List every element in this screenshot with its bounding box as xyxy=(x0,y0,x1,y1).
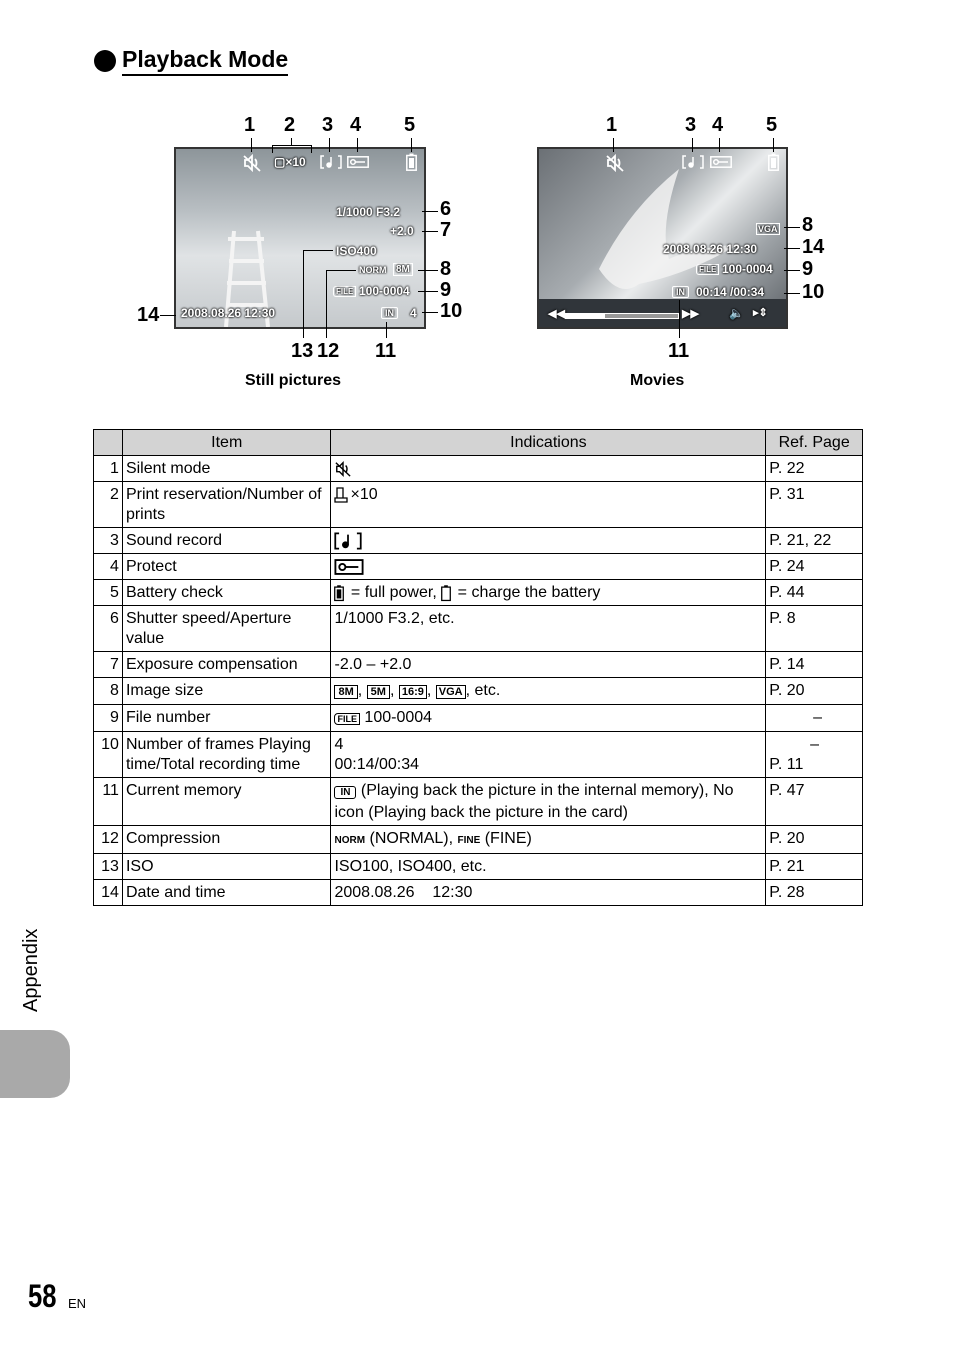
indications-table xyxy=(93,429,863,906)
row-ref: – xyxy=(766,705,863,732)
table-row xyxy=(94,554,863,580)
row-item: Sound record xyxy=(122,528,331,554)
shutter-aperture-readout: 1/1000 F3.2 xyxy=(336,205,401,219)
datetime-readout: 2008.08.26 12:30 xyxy=(181,306,276,320)
row-number: 14 xyxy=(94,880,123,906)
image-size-vga-icon: VGA xyxy=(436,685,466,699)
callout-2: 2 xyxy=(284,114,296,136)
silent-icon xyxy=(242,154,262,172)
row-ref: P. 47 xyxy=(766,778,863,826)
row-item: Exposure compensation xyxy=(122,652,331,678)
row-number: 10 xyxy=(94,732,123,778)
callout-13: 13 xyxy=(291,340,314,362)
protect-key-icon xyxy=(334,559,364,575)
normal-text: (NORMAL), xyxy=(365,830,458,847)
row-number: 5 xyxy=(94,580,123,606)
still-screen xyxy=(174,147,426,329)
battery-icon xyxy=(768,153,779,171)
callout-14: 14 xyxy=(137,304,160,326)
row-ref: P. 8 xyxy=(766,606,863,652)
sound-record-icon xyxy=(682,155,704,169)
movie-callout-1: 1 xyxy=(606,114,618,136)
callout-12: 12 xyxy=(317,340,340,362)
fast-forward-icon: ▶▶ xyxy=(682,308,699,320)
callout-11: 11 xyxy=(375,340,397,362)
iso-readout: ISO400 xyxy=(336,244,377,258)
fine-icon: FINE xyxy=(457,835,481,846)
row-indication xyxy=(331,826,766,854)
image-size-indicator: 8M xyxy=(393,263,413,276)
movie-callout-14: 14 xyxy=(802,236,825,258)
battery-empty-icon xyxy=(441,584,451,602)
table-row xyxy=(94,580,863,606)
table-row xyxy=(94,705,863,732)
row-ref-a: – xyxy=(810,736,819,753)
progress-fill xyxy=(566,314,605,318)
header-indications: Indications xyxy=(331,430,766,456)
table-header-row xyxy=(94,430,863,456)
appendix-label: Appendix xyxy=(20,928,42,1012)
row-indication xyxy=(331,705,766,732)
image-size-8m-icon: 8M xyxy=(334,685,357,699)
row-number: 3 xyxy=(94,528,123,554)
row-ref: P. 20 xyxy=(766,678,863,705)
time-text: 00:14/00:34 xyxy=(334,756,420,773)
progress-bar xyxy=(565,313,679,319)
row-number: 11 xyxy=(94,778,123,826)
row-number: 6 xyxy=(94,606,123,652)
exposure-readout: +2.0 xyxy=(390,224,414,238)
row-ref-b: P. 11 xyxy=(769,756,804,773)
row-number: 7 xyxy=(94,652,123,678)
movie-caption: Movies xyxy=(630,372,685,389)
row-indication: ISO100, ISO400, etc. xyxy=(331,854,766,880)
row-ref: P. 28 xyxy=(766,880,863,906)
row-indication xyxy=(331,732,766,778)
row-item: Silent mode xyxy=(122,456,331,482)
movie-callout-8: 8 xyxy=(802,214,814,236)
table-row xyxy=(94,528,863,554)
table-row xyxy=(94,826,863,854)
callout-10: 10 xyxy=(440,300,463,322)
battery-charge-text: = charge the battery xyxy=(453,584,601,601)
bullet-dot-icon xyxy=(94,50,116,72)
row-indication: -2.0 – +2.0 xyxy=(331,652,766,678)
battery-icon xyxy=(406,153,417,171)
row-item: Shutter speed/Aperture value xyxy=(122,606,331,652)
protect-key-icon xyxy=(710,156,732,168)
row-indication xyxy=(331,554,766,580)
volume-icon: 🔈 xyxy=(729,306,744,320)
file-icon: FILE xyxy=(696,264,719,275)
row-item: Compression xyxy=(122,826,331,854)
table-row xyxy=(94,854,863,880)
file-number-text: 100-0004 xyxy=(359,709,433,726)
file-number-readout: 100-0004 xyxy=(359,284,410,298)
callout-1: 1 xyxy=(244,114,256,136)
row-indication xyxy=(331,528,766,554)
battery-full-icon xyxy=(334,584,344,602)
memory-icon: IN xyxy=(672,286,689,298)
row-indication xyxy=(331,778,766,826)
rewind-icon: ◀◀ xyxy=(548,308,565,320)
row-item: Current memory xyxy=(122,778,331,826)
movie-callout-9: 9 xyxy=(802,258,814,280)
table-row xyxy=(94,880,863,906)
row-item: Image size xyxy=(122,678,331,705)
row-indication xyxy=(331,482,766,528)
table-row xyxy=(94,606,863,652)
row-item: Date and time xyxy=(122,880,331,906)
file-number-readout: 100-0004 xyxy=(722,262,773,276)
movie-callout-4: 4 xyxy=(712,114,724,136)
battery-full-text: = full power, xyxy=(346,584,442,601)
row-indication: 8M , 5M , 16:9 , VGA , etc. xyxy=(331,678,766,705)
heading-text: Playback Mode xyxy=(122,46,288,76)
row-item: Number of frames Playing time/Total recording time xyxy=(122,732,331,778)
memory-icon: IN xyxy=(334,786,356,799)
callout-3: 3 xyxy=(322,114,334,136)
volume-adjust-icon: ▸⇕ xyxy=(753,307,768,319)
row-number: 9 xyxy=(94,705,123,732)
time-readout: 00:14 /00:34 xyxy=(696,285,765,299)
movie-screen xyxy=(537,147,788,329)
print-icon xyxy=(334,487,348,503)
callout-4: 4 xyxy=(350,114,362,136)
callout-6: 6 xyxy=(440,198,452,220)
row-ref: P. 21, 22 xyxy=(766,528,863,554)
row-item: File number xyxy=(122,705,331,732)
still-caption: Still pictures xyxy=(245,372,342,389)
frames-text: 4 xyxy=(334,736,344,753)
movie-callout-11: 11 xyxy=(668,340,690,362)
table-row xyxy=(94,678,863,705)
lifeguard-tower-image xyxy=(176,149,424,327)
movie-callout-10: 10 xyxy=(802,281,825,303)
row-number: 8 xyxy=(94,678,123,705)
section-heading xyxy=(94,46,288,76)
table-row xyxy=(94,482,863,528)
row-ref: P. 20 xyxy=(766,826,863,854)
row-number: 2 xyxy=(94,482,123,528)
row-ref: P. 24 xyxy=(766,554,863,580)
image-size-indicator: VGA xyxy=(758,224,778,234)
row-ref: P. 14 xyxy=(766,652,863,678)
image-size-tail: , etc. xyxy=(465,682,501,699)
norm-icon: NORM xyxy=(334,835,366,846)
memory-icon: IN xyxy=(381,307,398,319)
table-row xyxy=(94,456,863,482)
datetime-readout: 2008.08.26 12:30 xyxy=(663,242,758,256)
row-indication: 1/1000 F3.2, etc. xyxy=(331,606,766,652)
image-size-5m-icon: 5M xyxy=(367,685,390,699)
row-indication xyxy=(331,580,766,606)
frames-readout: 4 xyxy=(410,306,417,320)
row-indication xyxy=(331,456,766,482)
print-count: ▢×10 xyxy=(274,155,306,169)
row-ref: P. 22 xyxy=(766,456,863,482)
sound-record-icon xyxy=(334,532,362,550)
silent-icon xyxy=(605,154,625,172)
callout-5: 5 xyxy=(404,114,416,136)
row-item: Battery check xyxy=(122,580,331,606)
table-row xyxy=(94,778,863,826)
row-item: ISO xyxy=(122,854,331,880)
silent-icon xyxy=(334,461,352,477)
image-size-16-9-icon: 16:9 xyxy=(399,685,427,699)
row-indication: 2008.08.26 12:30 xyxy=(331,880,766,906)
row-number: 13 xyxy=(94,854,123,880)
header-item: Item xyxy=(122,430,331,456)
fine-text: (FINE) xyxy=(480,830,532,847)
print-count-text: ×10 xyxy=(285,155,306,169)
callout-8: 8 xyxy=(440,258,452,280)
row-item: Print reservation/Number of prints xyxy=(122,482,331,528)
callout-7: 7 xyxy=(440,219,452,241)
movie-callout-5: 5 xyxy=(766,114,778,136)
movie-callout-3: 3 xyxy=(685,114,697,136)
row-ref xyxy=(766,732,863,778)
row-item: Protect xyxy=(122,554,331,580)
row-ref: P. 44 xyxy=(766,580,863,606)
seagull-image xyxy=(539,149,786,327)
row-number: 12 xyxy=(94,826,123,854)
protect-key-icon xyxy=(347,156,369,168)
table-row xyxy=(94,652,863,678)
print-count-text: ×10 xyxy=(350,486,378,503)
header-number xyxy=(94,430,123,456)
compression-indicator: NORM xyxy=(359,265,387,275)
memory-text: (Playing back the picture in the internal memory), No icon (Playing back the picture in the card) xyxy=(334,782,734,821)
sound-record-icon xyxy=(320,155,342,169)
header-ref-page: Ref. Page xyxy=(766,430,863,456)
callout-9: 9 xyxy=(440,279,452,301)
row-ref: P. 21 xyxy=(766,854,863,880)
table-row xyxy=(94,732,863,778)
file-icon: FILE xyxy=(334,713,360,725)
appendix-side-tab xyxy=(0,1030,70,1098)
page-language: EN xyxy=(68,1296,87,1311)
row-ref: P. 31 xyxy=(766,482,863,528)
row-number: 4 xyxy=(94,554,123,580)
page-number: 58 xyxy=(28,1278,57,1314)
row-number: 1 xyxy=(94,456,123,482)
file-icon: FILE xyxy=(333,286,356,297)
